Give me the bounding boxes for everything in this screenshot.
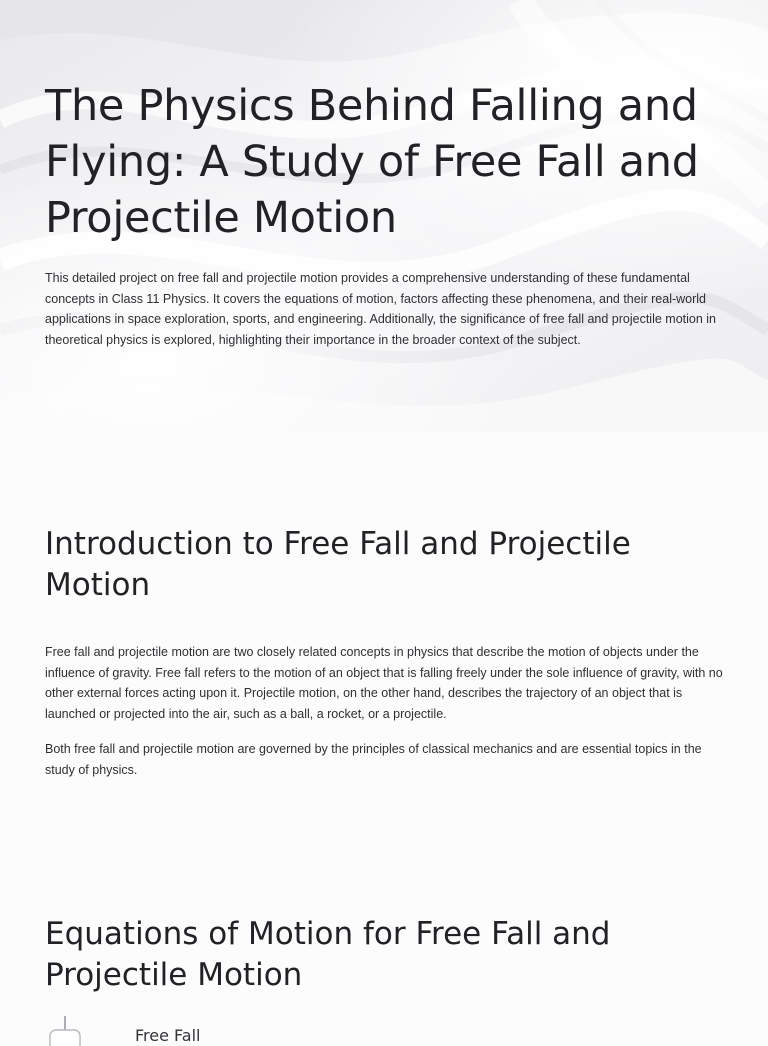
- hero-section: [0, 0, 768, 432]
- hero-description: This detailed project on free fall and projectile motion provides a comprehensive understanding of these fundamental concepts in Class 11 Physics. It covers the equations of motion, factors affecting these phenomena, and their real-world applications in space exploration, sports, and engineering. Additionally, the significance of free fall and projectile motion in theoretical physics is explored, highlighting their importance in the broader context of the subject.: [45, 271, 717, 347]
- intro-section: [0, 432, 768, 781]
- subsection-free-fall: [45, 1016, 768, 1046]
- subsection-label: Free Fall: [135, 1025, 201, 1045]
- intro-paragraph-1: Free fall and projectile motion are two closely related concepts in physics that describe the motion of objects under the influence of gravity. Free fall refers to the motion of an object that is falling freely under the sole influence of gravity, with no other external forces acting upon it. Projectile motion, on the other hand, describes the trajectory of an object that is launched or projected into the air, such as a ball, a rocket, or a projectile.: [45, 645, 723, 721]
- intro-paragraph-2: Both free fall and projectile motion are governed by the principles of classical mechanics and are essential topics in the study of physics.: [45, 742, 702, 777]
- page-title: The Physics Behind Falling and Flying: A Study of Free Fall and Projectile Motion: [45, 81, 699, 243]
- timeline-node-icon: [45, 1016, 85, 1046]
- hero-content: [45, 78, 725, 350]
- intro-heading: Introduction to Free Fall and Projectile Motion: [45, 526, 631, 603]
- equations-heading: Equations of Motion for Free Fall and Projectile Motion: [45, 915, 611, 993]
- equations-section: [0, 781, 768, 1046]
